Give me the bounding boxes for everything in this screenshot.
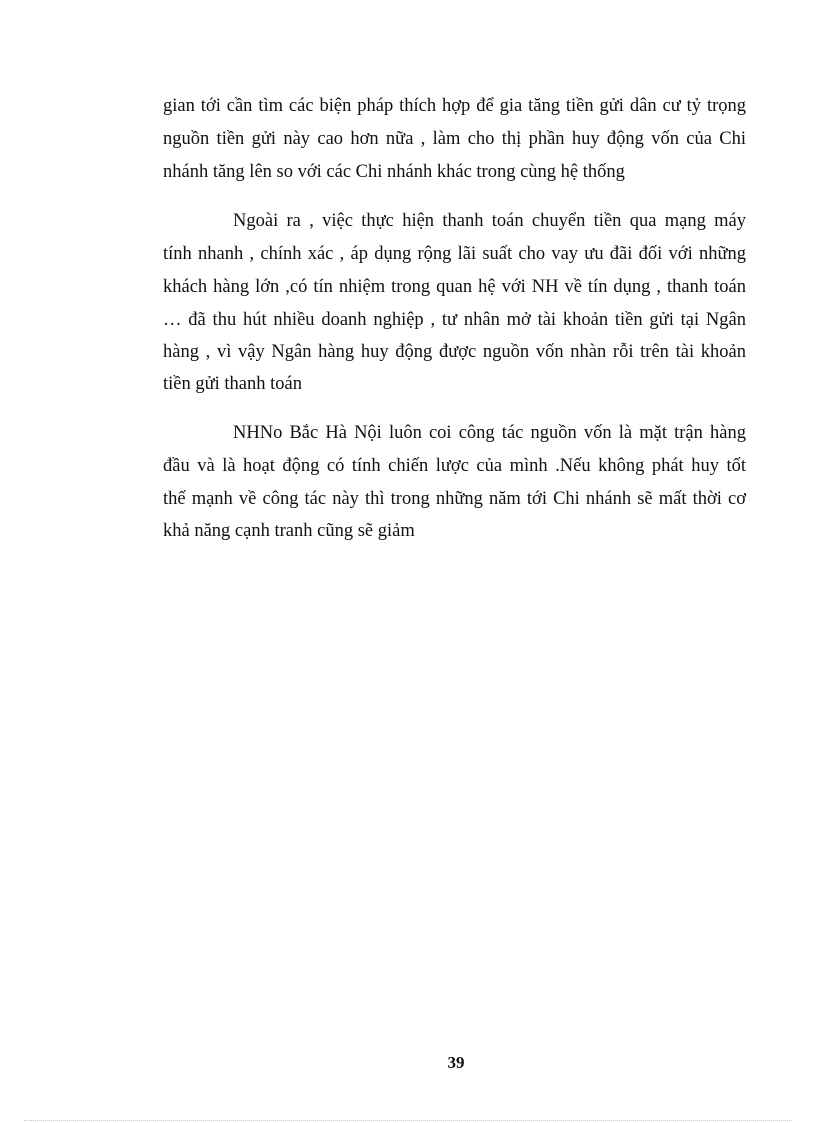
paragraph-1-line-3: nhánh tăng lên so với các Chi nhánh khác trong cùng hệ thống bbox=[163, 162, 625, 182]
paragraph-2-line-4: … đã thu hút nhiều doanh nghiệp , tư nhân mở tài khoản tiền gửi tại Ngân bbox=[163, 310, 746, 330]
paragraph-3-line-2: đầu và là hoạt động có tính chiến lược của mình .Nếu không phát huy tốt bbox=[163, 456, 746, 476]
paragraph-2-line-3: khách hàng lớn ,có tín nhiệm trong quan hệ với NH về tín dụng , thanh toán bbox=[163, 277, 746, 297]
paragraph-3-line-3: thế mạnh về công tác này thì trong những năm tới Chi nhánh sẽ mất thời cơ bbox=[163, 489, 746, 509]
paragraph-3-line-1: NHNo Bắc Hà Nội luôn coi công tác nguồn vốn là mặt trận hàng bbox=[233, 423, 746, 443]
paragraph-2-line-1: Ngoài ra , việc thực hiện thanh toán chuyển tiền qua mạng máy bbox=[233, 211, 746, 231]
paragraph-1-line-2: nguồn tiền gửi này cao hơn nữa , làm cho thị phần huy động vốn của Chi bbox=[163, 129, 746, 149]
paragraph-2-line-5: hàng , vì vậy Ngân hàng huy động được nguồn vốn nhàn rỗi trên tài khoản bbox=[163, 342, 746, 362]
paragraph-3-line-4: khả năng cạnh tranh cũng sẽ giảm bbox=[163, 521, 415, 541]
paragraph-1-line-1: gian tới cần tìm các biện pháp thích hợp để gia tăng tiền gửi dân cư tỷ trọng bbox=[163, 96, 746, 116]
footer-divider bbox=[24, 1120, 792, 1121]
paragraph-2-line-2: tính nhanh , chính xác , áp dụng rộng lãi suất cho vay ưu đãi đối với những bbox=[163, 244, 746, 264]
page-number: 39 bbox=[447, 1053, 465, 1072]
paragraph-2-line-6: tiền gửi thanh toán bbox=[163, 374, 302, 394]
